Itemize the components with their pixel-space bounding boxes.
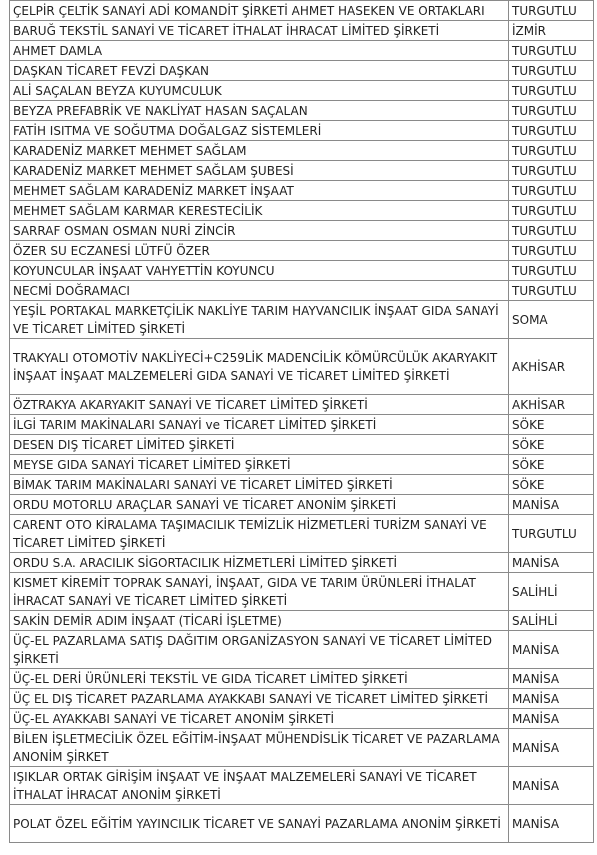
city-cell: SÖKE <box>509 455 594 475</box>
city-cell: SÖKE <box>509 475 594 495</box>
city-cell: SÖKE <box>509 435 594 455</box>
company-name-cell: YEŞİL PORTAKAL MARKETÇİLİK NAKLİYE TARIM HAYVANCILIK İNŞAAT GIDA SANAYİ VE TİCARET LİMİTED ŞİRKETİ <box>10 301 509 339</box>
table-row <box>10 181 594 201</box>
city-cell: MANİSA <box>509 767 594 805</box>
city-cell: SALİHLİ <box>509 611 594 631</box>
city-cell: TURGUTLU <box>509 261 594 281</box>
company-name-cell: BİLEN İŞLETMECİLİK ÖZEL EĞİTİM-İNŞAAT MÜHENDİSLİK TİCARET VE PAZARLAMA ANONİM ŞİRKET <box>10 729 509 767</box>
table-row <box>10 475 594 495</box>
company-name-cell: MEYSE GIDA SANAYİ TİCARET LİMİTED ŞİRKETİ <box>10 455 509 475</box>
city-cell: TURGUTLU <box>509 281 594 301</box>
table-row <box>10 729 594 767</box>
table-row <box>10 221 594 241</box>
city-cell: SALİHLİ <box>509 573 594 611</box>
city-cell: TURGUTLU <box>509 141 594 161</box>
city-cell: AKHİSAR <box>509 339 594 395</box>
company-name-cell: ÇELPİR ÇELTİK SANAYİ ADİ KOMANDİT ŞİRKETİ AHMET HASEKEN VE ORTAKLARI <box>10 1 509 21</box>
city-cell: TURGUTLU <box>509 161 594 181</box>
company-name-cell: AHMET DAMLA <box>10 41 509 61</box>
table-row <box>10 201 594 221</box>
company-name-cell: SAKİN DEMİR ADIM İNŞAAT (TİCARİ İŞLETME) <box>10 611 509 631</box>
company-name-cell: KISMET KİREMİT TOPRAK SANAYİ, İNŞAAT, GIDA VE TARIM ÜRÜNLERİ İTHALAT İHRACAT SANAYİ VE TİCARET LİMİTED ŞİRKETİ <box>10 573 509 611</box>
city-cell: TURGUTLU <box>509 121 594 141</box>
table-row <box>10 631 594 669</box>
table-row <box>10 573 594 611</box>
company-name-cell: DAŞKAN TİCARET FEVZİ DAŞKAN <box>10 61 509 81</box>
city-cell: TURGUTLU <box>509 221 594 241</box>
city-cell: SOMA <box>509 301 594 339</box>
company-name-cell: ÖZTRAKYA AKARYAKIT SANAYİ VE TİCARET LİMİTED ŞİRKETİ <box>10 395 509 415</box>
city-cell: TURGUTLU <box>509 201 594 221</box>
city-cell: SÖKE <box>509 415 594 435</box>
table-row <box>10 41 594 61</box>
company-name-cell: SARRAF OSMAN OSMAN NURİ ZİNCİR <box>10 221 509 241</box>
city-cell: MANİSA <box>509 709 594 729</box>
table-row <box>10 455 594 475</box>
city-cell: TURGUTLU <box>509 61 594 81</box>
city-cell: TURGUTLU <box>509 515 594 553</box>
city-cell: MANİSA <box>509 805 594 843</box>
company-name-cell: ORDU MOTORLU ARAÇLAR SANAYİ VE TİCARET ANONİM ŞİRKETİ <box>10 495 509 515</box>
table-row <box>10 805 594 843</box>
company-name-cell: ÜÇ-EL PAZARLAMA SATIŞ DAĞITIM ORGANİZASYON SANAYİ VE TİCARET LİMİTED ŞİRKETİ <box>10 631 509 669</box>
city-cell: MANİSA <box>509 729 594 767</box>
city-cell: MANİSA <box>509 669 594 689</box>
company-name-cell: MEHMET SAĞLAM KARADENİZ MARKET İNŞAAT <box>10 181 509 201</box>
city-cell: MANİSA <box>509 495 594 515</box>
table-row <box>10 395 594 415</box>
table-row <box>10 161 594 181</box>
table-row <box>10 415 594 435</box>
company-name-cell: ÖZER SU ECZANESİ LÜTFÜ ÖZER <box>10 241 509 261</box>
company-table-container <box>9 0 593 843</box>
company-name-cell: MEHMET SAĞLAM KARMAR KERESTECİLİK <box>10 201 509 221</box>
table-row <box>10 121 594 141</box>
company-name-cell: ALİ SAÇALAN BEYZA KUYUMCULUK <box>10 81 509 101</box>
table-row <box>10 141 594 161</box>
company-name-cell: KARADENİZ MARKET MEHMET SAĞLAM <box>10 141 509 161</box>
company-name-cell: KARADENİZ MARKET MEHMET SAĞLAM ŞUBESİ <box>10 161 509 181</box>
city-cell: TURGUTLU <box>509 241 594 261</box>
company-name-cell: DESEN DIŞ TİCARET LİMİTED ŞİRKETİ <box>10 435 509 455</box>
table-row <box>10 1 594 21</box>
table-row <box>10 515 594 553</box>
company-table <box>9 0 594 843</box>
company-name-cell: ÜÇ-EL DERİ ÜRÜNLERİ TEKSTİL VE GIDA TİCARET LİMİTED ŞİRKETİ <box>10 669 509 689</box>
city-cell: İZMİR <box>509 21 594 41</box>
city-cell: TURGUTLU <box>509 81 594 101</box>
table-row <box>10 81 594 101</box>
company-name-cell: ÜÇ EL DIŞ TİCARET PAZARLAMA AYAKKABI SANAYİ VE TİCARET LİMİTED ŞİRKETİ <box>10 689 509 709</box>
city-cell: TURGUTLU <box>509 1 594 21</box>
table-row <box>10 767 594 805</box>
city-cell: MANİSA <box>509 631 594 669</box>
city-cell: MANİSA <box>509 553 594 573</box>
company-name-cell: KOYUNCULAR İNŞAAT VAHYETTİN KOYUNCU <box>10 261 509 281</box>
table-row <box>10 261 594 281</box>
table-row <box>10 435 594 455</box>
table-row <box>10 669 594 689</box>
table-row <box>10 495 594 515</box>
table-row <box>10 689 594 709</box>
company-name-cell: BEYZA PREFABRİK VE NAKLİYAT HASAN SAÇALAN <box>10 101 509 121</box>
company-name-cell: FATİH ISITMA VE SOĞUTMA DOĞALGAZ SİSTEMLERİ <box>10 121 509 141</box>
city-cell: TURGUTLU <box>509 41 594 61</box>
city-cell: TURGUTLU <box>509 181 594 201</box>
table-row <box>10 101 594 121</box>
table-row <box>10 611 594 631</box>
company-name-cell: CARENT OTO KİRALAMA TAŞIMACILIK TEMİZLİK HİZMETLERİ TURİZM SANAYİ VE TİCARET LİMİTED ŞİRKETİ <box>10 515 509 553</box>
table-row <box>10 553 594 573</box>
company-name-cell: NECMİ DOĞRAMACI <box>10 281 509 301</box>
city-cell: AKHİSAR <box>509 395 594 415</box>
city-cell: TURGUTLU <box>509 101 594 121</box>
company-name-cell: BİMAK TARIM MAKİNALARI SANAYİ VE TİCARET LİMİTED ŞİRKETİ <box>10 475 509 495</box>
table-row <box>10 241 594 261</box>
company-name-cell: TRAKYALI OTOMOTİV NAKLİYECİ+C259LİK MADENCİLİK KÖMÜRCÜLÜK AKARYAKIT İNŞAAT İNŞAAT MALZEMELERİ GIDA SANAYİ VE TİCARET LİMİTED ŞİRKETİ <box>10 339 509 395</box>
table-row <box>10 301 594 339</box>
company-name-cell: ÜÇ-EL AYAKKABI SANAYİ VE TİCARET ANONİM ŞİRKETİ <box>10 709 509 729</box>
company-name-cell: ORDU S.A. ARACILIK SİGORTACILIK HİZMETLERİ LİMİTED ŞİRKETİ <box>10 553 509 573</box>
table-row <box>10 21 594 41</box>
table-row <box>10 339 594 395</box>
table-row <box>10 709 594 729</box>
city-cell: MANİSA <box>509 689 594 709</box>
table-row <box>10 281 594 301</box>
company-name-cell: IŞIKLAR ORTAK GİRİŞİM İNŞAAT VE İNŞAAT MALZEMELERİ SANAYİ VE TİCARET İTHALAT İHRACAT ANONİM ŞİRKETİ <box>10 767 509 805</box>
table-row <box>10 61 594 81</box>
company-name-cell: POLAT ÖZEL EĞİTİM YAYINCILIK TİCARET VE SANAYİ PAZARLAMA ANONİM ŞİRKETİ <box>10 805 509 843</box>
company-name-cell: İLGİ TARIM MAKİNALARI SANAYİ ve TİCARET LİMİTED ŞİRKETİ <box>10 415 509 435</box>
company-name-cell: BARUĞ TEKSTİL SANAYİ VE TİCARET İTHALAT İHRACAT LİMİTED ŞİRKETİ <box>10 21 509 41</box>
